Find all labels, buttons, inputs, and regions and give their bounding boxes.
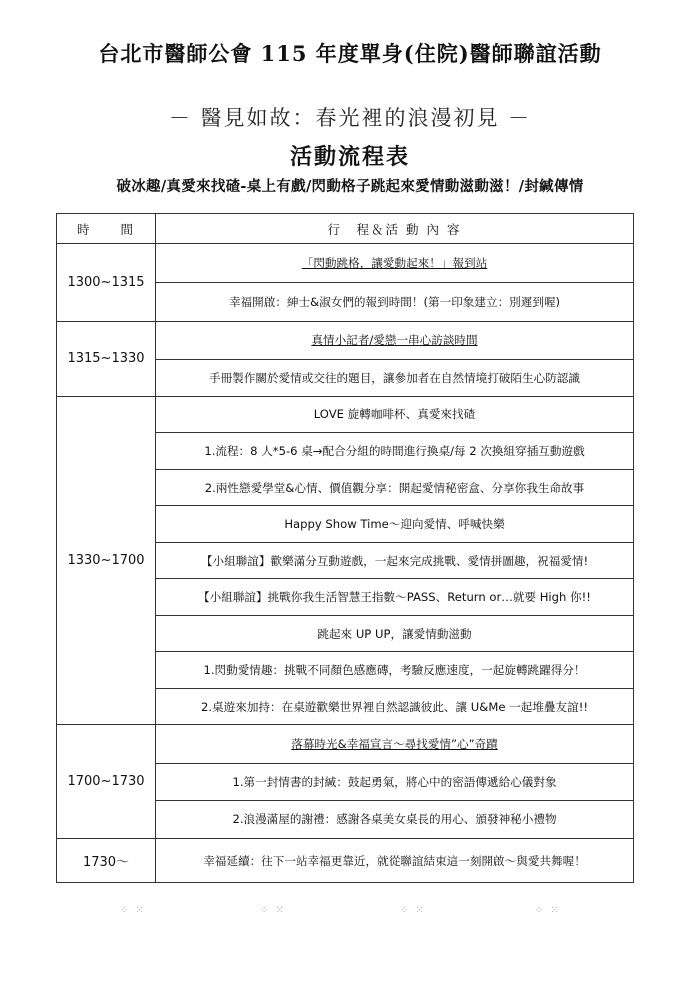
table-row	[57, 396, 634, 433]
activity-line: 【小組聯誼】歡樂滿分互動遊戲，一起來完成挑戰、愛情拼圖趣，祝福愛情!	[156, 542, 634, 579]
header-time: 時 間	[57, 214, 156, 244]
activity-line: 2.兩性戀愛學堂&心情、價值觀分享：開起愛情秘密盒、分享你我生命故事	[156, 469, 634, 506]
table-row	[57, 244, 634, 283]
activity-line: 手冊製作關於愛情或交往的題目，讓參加者在自然情境打破陌生心防認識	[156, 360, 634, 397]
time-cell: 1300~1315	[57, 244, 156, 321]
document-title: 台北市醫師公會 115 年度單身(住院)醫師聯誼活動	[98, 41, 602, 66]
activity-line: 2.桌遊來加持：在桌遊歡樂世界裡自然認識彼此、讓 U&Me 一起堆疊友誼!!	[156, 688, 634, 725]
activity-line: 跳起來 UP UP，讓愛情動滋動	[156, 615, 634, 652]
activity-line: 1.閃動愛情趣：挑戰不同顏色感應磚，考驗反應速度，一起旋轉跳躍得分！	[156, 652, 634, 689]
activity-tagline: 破冰趣/真愛來找碴-桌上有戲/閃動格子跳起來愛情動滋動滋！/封緘傳情	[116, 178, 584, 195]
schedule-table	[56, 213, 634, 883]
activity-line: 落幕時光&幸福宣言～尋找愛情”心”奇蹟	[156, 725, 634, 764]
activity-line: 【小組聯誼】挑戰你我生活智慧王指數～PASS、Return or…就要 High 你!!	[156, 579, 634, 616]
time-cell: 1730～	[57, 839, 156, 883]
activity-line: 2.浪漫滿屋的謝禮：感謝各桌美女桌長的用心、頒發神秘小禮物	[156, 800, 634, 839]
schedule-heading: 活動流程表	[289, 144, 410, 170]
time-cell: 1315~1330	[57, 321, 156, 396]
document-subtitle: － 醫見如故：春光裡的浪漫初見 －	[168, 106, 532, 130]
activity-line: LOVE 旋轉咖啡杯、真愛來找碴	[156, 396, 634, 433]
activity-line: Happy Show Time～迎向愛情、呼喊快樂	[156, 506, 634, 543]
header-content: 行 程＆活 動 內 容	[156, 214, 634, 244]
table-header-row	[57, 214, 634, 244]
scan-speckle: ⁘ ⁙	[400, 905, 426, 916]
activity-line: 幸福延續：往下一站幸福更靠近，就從聯誼結束這一刻開啟～與愛共舞喔！	[156, 839, 634, 883]
time-cell: 1330~1700	[57, 396, 156, 725]
activity-line: 幸福開啟：紳士&淑女們的報到時間！(第一印象建立：別遲到喔)	[156, 283, 634, 322]
scan-speckle: ⁘ ⁙	[120, 905, 146, 916]
time-cell: 1700~1730	[57, 725, 156, 839]
activity-line: 1.第一封情書的封緘：鼓起勇氣，將心中的密語傳遞給心儀對象	[156, 764, 634, 801]
table-row	[57, 321, 634, 360]
scan-speckle: ⁘ ⁙	[535, 905, 561, 916]
table-row	[57, 839, 634, 883]
activity-line: 1.流程：8 人*5-6 桌→配合分組的時間進行換桌/每 2 次換組穿插互動遊戲	[156, 433, 634, 470]
activity-line: 「閃動跳格，讓愛動起來！」報到站	[156, 244, 634, 283]
scan-speckle: ⁘ ⁙	[260, 905, 286, 916]
table-row	[57, 725, 634, 764]
activity-line: 真情小記者/愛戀一串心訪談時間	[156, 321, 634, 360]
